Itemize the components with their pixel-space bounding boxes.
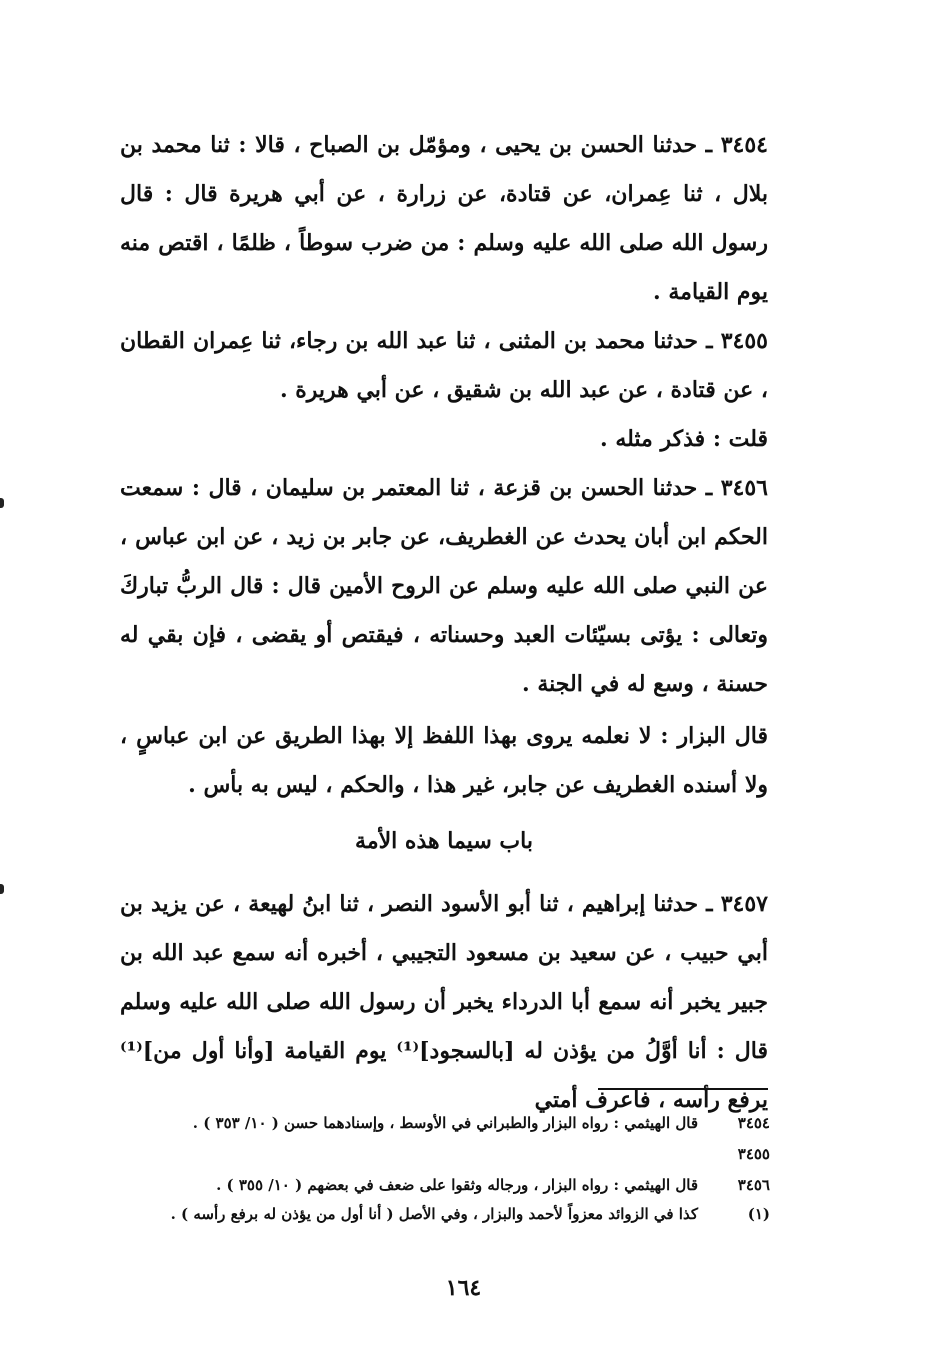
chapter-heading: باب سيما هذه الأمة — [355, 828, 533, 854]
footnote-text: كذا في الزوائد معزواً لأحمد والبزار ، وفي الأصل ( أنا أول من يؤذن له برفع رأسه ) . — [170, 1205, 698, 1223]
footnote-number: ٣٤٥٥ — [737, 1145, 770, 1163]
scan-edge-mark — [0, 498, 4, 508]
footnote-text: قال الهيثمي : رواه البزار ، ورجاله وثقوا على ضعف في بعضهم ( ١٠/ ٣٥٥ ) . — [216, 1176, 698, 1194]
hadith-text: ٣٤٥٧ ـ حدثنا إبراهيم ، ثنا أبو الأسود النصر ، ثنا ابنُ لهيعة ، عن يزيد بن أبي حبيب ، عن سعيد بن مسعود التجيبي ، أخبره أنه سمع عبد الله بن جبير يخبر أنه سمع أبا الدرداء يخبر أن رسول الله صلى الله عليه وسلم قال : أنا أوَّلُ من يؤذن له [بالسجود]⁽¹⁾ يوم القيامة [وأنا أول من]⁽¹⁾ يرفع رأسه ، فاعرف أمتي — [120, 891, 768, 1113]
footnote-number: ٣٤٥٦ — [737, 1176, 770, 1194]
footnote-text — [130, 1139, 698, 1170]
hadith-3456 — [120, 464, 768, 709]
footnotes — [130, 1108, 770, 1227]
page-number: ١٦٤ — [445, 1275, 482, 1301]
footnote-3456 — [130, 1170, 770, 1201]
hadith-3455 — [120, 317, 768, 415]
hadith-text: ٣٤٥٤ ـ حدثنا الحسن بن يحيى ، ومؤمّل بن الصباح ، قالا : ثنا محمد بن بلال ، ثنا عِمران، عن قتادة، عن زرارة ، عن أبي هريرة قال : قال رسول الله صلى الله عليه وسلم : من ضرب سوطاً ، ظلمًا ، اقتص منه يوم القيامة . — [120, 132, 768, 305]
note-text: قلت : فذكر مثله . — [600, 426, 768, 452]
editor-note — [120, 415, 768, 464]
footnote-number: ٣٤٥٤ — [737, 1114, 770, 1132]
hadith-text: ٣٤٥٥ ـ حدثنا محمد بن المثنى ، ثنا عبد الله بن رجاء، ثنا عِمران القطان ، عن قتادة ، عن عبد الله بن شقيق ، عن أبي هريرة . — [120, 328, 768, 403]
footnote-number: (١) — [747, 1205, 770, 1223]
scan-edge-mark — [0, 884, 4, 894]
footnote-divider — [598, 1088, 768, 1090]
bazzar-comment — [120, 712, 768, 810]
footnote-3454 — [130, 1108, 770, 1139]
footnote-text: قال الهيثمي : رواه البزار والطبراني في الأوسط ، وإسنادهما حسن ( ١٠/ ٣٥٣ ) . — [192, 1114, 698, 1132]
footnote-1 — [130, 1201, 770, 1227]
comment-text: قال البزار : لا نعلمه يروى بهذا اللفظ إلا بهذا الطريق عن ابن عباسٍ ، ولا أسنده الغطريف عن جابر، غير هذا ، والحكم ، ليس به بأس . — [120, 723, 768, 798]
hadith-3454 — [120, 121, 768, 317]
hadith-text: ٣٤٥٦ ـ حدثنا الحسن بن قزعة ، ثنا المعتمر بن سليمان ، قال : سمعت الحكم ابن أبان يحدث عن الغطريف، عن جابر بن زيد ، عن ابن عباس ، عن النبي صلى الله عليه وسلم عن الروح الأمين قال : قال الربُّ تباركَ وتعالى : يؤتى بسيّئات العبد وحسناته ، فيقتص أو يقضى ، فإن بقي له حسنة ، وسع له في الجنة . — [120, 475, 768, 697]
footnote-3455 — [130, 1139, 770, 1170]
